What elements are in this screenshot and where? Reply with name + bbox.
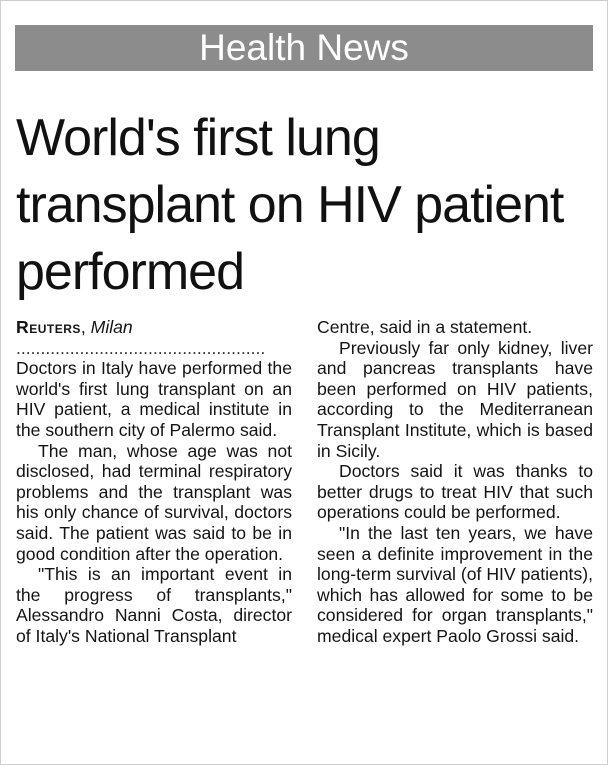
article-paragraph: The man, whose age was not disclosed, had terminal respiratory problems and the transplant was his only chance of survival, doctors said. The patient was said to be in good condition after the operation. <box>16 440 292 564</box>
article-paragraph: Centre, said in a statement. <box>317 317 533 337</box>
article-paragraph: Previously far only kidney, liver and pancreas transplants have been performed on HIV patients, according to the Mediterranean Transplant Institute, which is based in Sicily. <box>317 337 593 461</box>
byline-location: Milan <box>90 317 133 337</box>
section-banner <box>15 25 593 71</box>
byline: Reuters, Milan <box>16 317 133 337</box>
article-paragraph: "This is an important event in the progress of transplants," Alessandro Nanni Costa, director of Italy's National Transplant <box>16 564 292 646</box>
article-paragraph: Doctors said it was thanks to better drugs to treat HIV that such operations could be performed. <box>317 461 593 523</box>
article-column-right <box>317 317 593 647</box>
article-paragraph: "In the last ten years, we have seen a definite improvement in the long-term survival (of HIV patients), which has allowed for some to be considered for organ transplants," medical expert Paolo Grossi said. <box>317 522 593 646</box>
article-paragraph: Doctors in Italy have performed the world's first lung transplant on an HIV patient, a medical institute in the southern city of Palermo said. <box>16 358 292 440</box>
byline-separator: ................................................... <box>16 337 266 358</box>
article-column-left <box>16 317 292 647</box>
section-title: Health News <box>199 27 409 68</box>
byline-source: Reuters <box>16 317 81 337</box>
article-headline: World's first lung transplant on HIV patient performed <box>16 109 564 301</box>
